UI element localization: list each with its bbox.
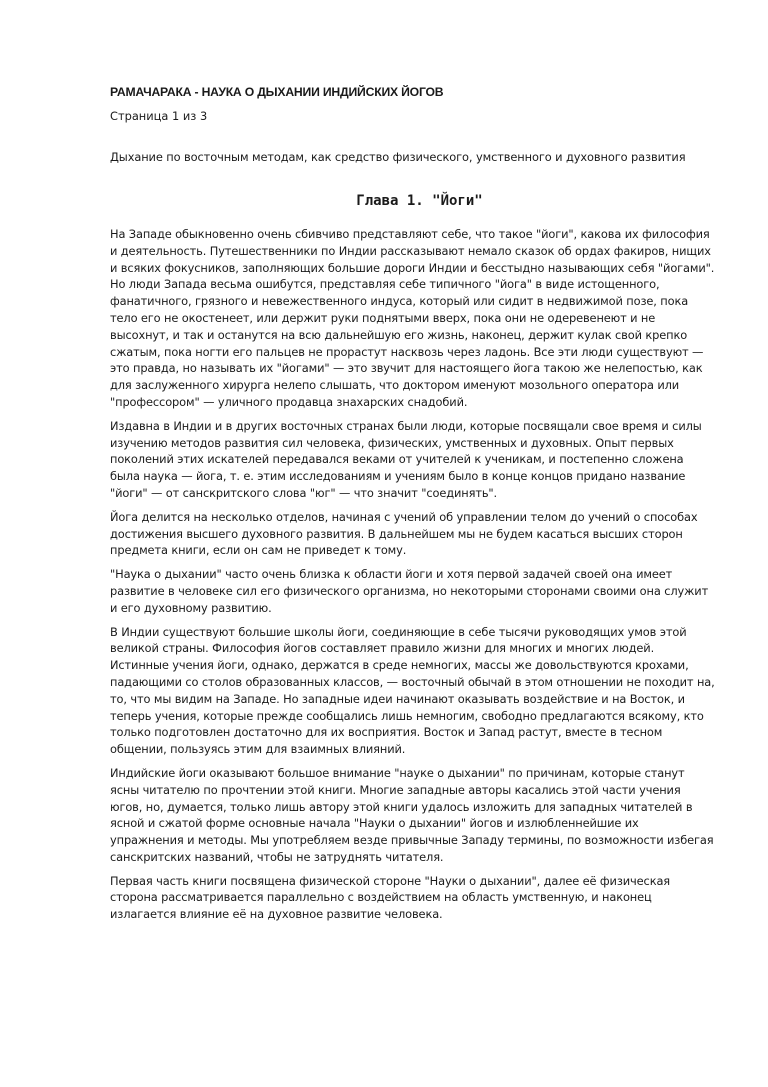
paragraph: На Западе обыкновенно очень сбивчиво представляют себе, что такое "йоги", какова их философия и деятельность. Путешественники по Индии рассказывают немало сказок об ордах факиров, нищих и всяких фокусников, заполняющих большие дороги Индии и бесстыдно называющих себя "йогами". Но люди Запада весьма ошибутся, представляя себе типичного "йога" в виде истощенного, фанатичного, грязного и невежественного индуса, который или сидит в недвижимой позе, пока тело его не окостенеет, или держит руки поднятыми вверх, пока они не одеревенеют и не высохнут, и так и останутся на всю дальнейшую его жизнь, наконец, держит кулак свой крепко сжатым, пока ногти его пальцев не прорастут насквозь через ладонь. Все эти люди существуют — это правда, но называть их "йогами" — это звучит для настоящего йога такою же нелепостью, как для заслуженного хирурга нелепо слышать, что доктором именуют мозольного оператора или "профессором" — уличного продавца знахарских снадобий. [110,227,715,409]
chapter-heading: Глава 1. "Йоги" [356,193,483,209]
paragraph: Йога делится на несколько отделов, начиная с учений об управлении телом до учений о способах достижения высшего духовного развития. В дальнейшем мы не будем касаться высших сторон предмета книги, если он сам не приведет к тому. [110,509,698,558]
paragraph: Индийские йоги оказывают большое внимание "науке о дыхании" по причинам, которые станут ясны читателю по прочтении этой книги. Многие западные авторы касались этой части учения югов, но, думается, только лишь автору этой книги удалось изложить для западных читателей в ясной и сжатой форме основные начала "Науки о дыхании" йогов и излюбленнейшие их упражнения и методы. Мы употребляем везде привычные Западу термины, по возможности избегая санскритских названий, чтобы не затруднять читателя. [110,765,714,864]
page-counter: Страница 1 из 3 [110,109,208,123]
paragraph: Первая часть книги посвящена физической стороне "Науки о дыхании", далее её физическая сторона рассматривается параллельно с воздействием на область умственную, и наконец излагается влияние её на духовное развитие человека. [110,873,671,922]
paragraph: "Наука о дыхании" часто очень близка к области йоги и хотя первой задачей своей она имеет развитие в человеке сил его физического организма, но некоторыми сторонами своими она служит и его духовному развитию. [110,567,709,615]
document-page [110,84,715,930]
document-title: РАМАЧАРАКА - НАУКА О ДЫХАНИИ ИНДИЙСКИХ ЙОГОВ [110,85,444,99]
paragraph: В Индии существуют большие школы йоги, соединяющие в себе тысячи руководящих умов этой великой страны. Философия йогов составляет правило жизни для многих и многих людей. Истинные учения йоги, однако, держатся в среде немногих, массы же довольствуются крохами, падающими со столов образованных классов, — восточный обычай в этом отношении не походит на, то, что мы видим на Западе. Но западные идеи начинают оказывать воздействие и на Восток, и теперь учения, которые прежде сообщались лишь немногим, свободно предлагаются всякому, кто только подготовлен достаточно для их восприятия. Восток и Запад растут, вместе в тесном общении, пользуясь этим для взаимных влияний. [110,624,715,757]
document-subtitle: Дыхание по восточным методам, как средство физического, умственного и духовного развития [110,150,686,164]
paragraph: Издавна в Индии и в других восточных странах были люди, которые посвящали свое время и силы изучению методов развития сил человека, физических, умственных и духовных. Опыт первых поколений этих искателей передавался веками от учителей к ученикам, и постепенно сложена была наука — йога, т. е. этим исследованиям и учениям было в конце концов придано название "йоги" — от санскритского слова "юг" — что значит "соединять". [110,418,702,500]
